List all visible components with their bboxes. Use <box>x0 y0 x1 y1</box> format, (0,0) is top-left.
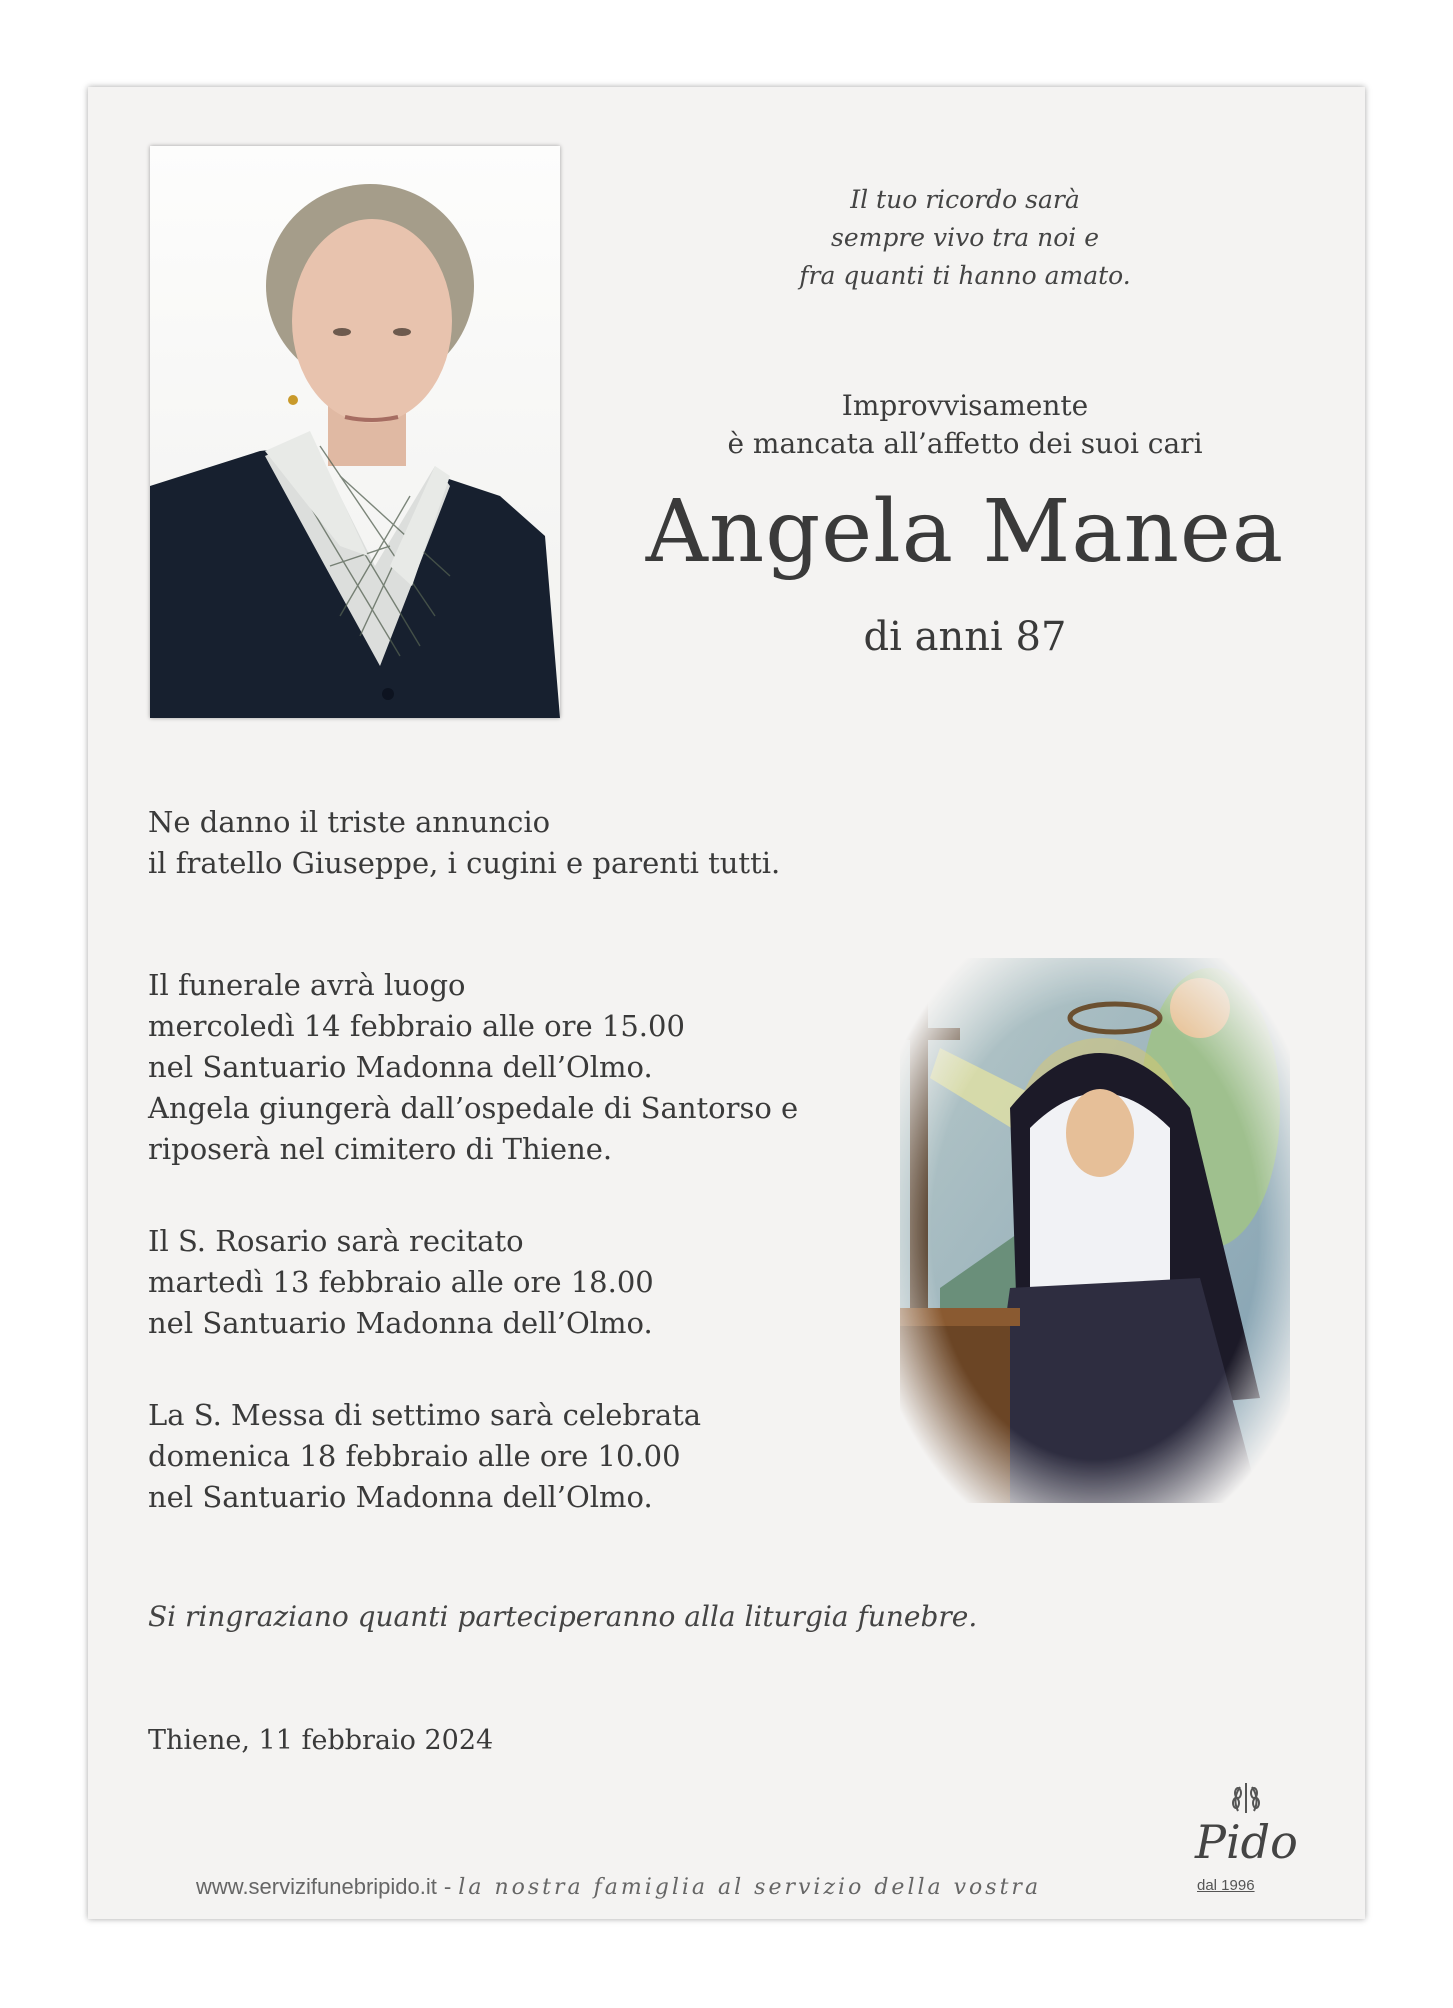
announcement-line: il fratello Giuseppe, i cugini e parenti tutti. <box>148 846 781 880</box>
footer-separator: - <box>436 1875 459 1900</box>
deceased-name: Angela Manea <box>645 482 1285 582</box>
quote-line: sempre vivo tra noi e <box>830 223 1099 252</box>
funeral-line: Angela giungerà dall’ospedale di Santorso e <box>148 1091 799 1125</box>
mass-line: La S. Messa di settimo sarà celebrata <box>148 1398 702 1432</box>
funeral-line: mercoledì 14 febbraio alle ore 15.00 <box>148 1009 685 1043</box>
place-and-date: Thiene, 11 febbraio 2024 <box>148 1725 494 1756</box>
rosary-details <box>148 1221 654 1344</box>
thanks-message: Si ringraziano quanti parteciperanno alla liturgia funebre. <box>148 1600 978 1633</box>
mass-line: domenica 18 febbraio alle ore 10.00 <box>148 1439 681 1473</box>
logo-name: Pido <box>1195 1815 1298 1869</box>
logo-since: dal 1996 <box>1197 1877 1255 1894</box>
footer <box>196 1872 1041 1903</box>
saint-image <box>900 958 1290 1503</box>
announcement-line: Ne danno il triste annuncio <box>148 805 551 839</box>
funeral-details <box>148 965 798 1170</box>
mass-details <box>148 1395 701 1518</box>
memorial-quote <box>720 181 1210 295</box>
footer-motto: la nostra famiglia al servizio della vostra <box>458 1875 1042 1900</box>
rosary-line: nel Santuario Madonna dell’Olmo. <box>148 1306 653 1340</box>
rosary-line: martedì 13 febbraio alle ore 18.00 <box>148 1265 654 1299</box>
mass-line: nel Santuario Madonna dell’Olmo. <box>148 1480 653 1514</box>
intro-text <box>650 387 1280 463</box>
quote-line: Il tuo ricordo sarà <box>850 185 1080 214</box>
quote-line: fra quanti ti hanno amato. <box>799 261 1131 290</box>
rosary-line: Il S. Rosario sarà recitato <box>148 1224 524 1258</box>
intro-line: Improvvisamente <box>841 389 1089 422</box>
deceased-age: di anni 87 <box>863 614 1067 660</box>
website-link[interactable]: www.servizifunebripido.it <box>196 1874 437 1899</box>
funeral-line: Il funerale avrà luogo <box>148 968 466 1002</box>
announcement-text <box>148 802 780 884</box>
portrait-photo <box>150 146 560 718</box>
funeral-line: nel Santuario Madonna dell’Olmo. <box>148 1050 653 1084</box>
intro-line: è mancata all’affetto dei suoi cari <box>727 427 1203 460</box>
funeral-line: riposerà nel cimitero di Thiene. <box>148 1132 613 1166</box>
